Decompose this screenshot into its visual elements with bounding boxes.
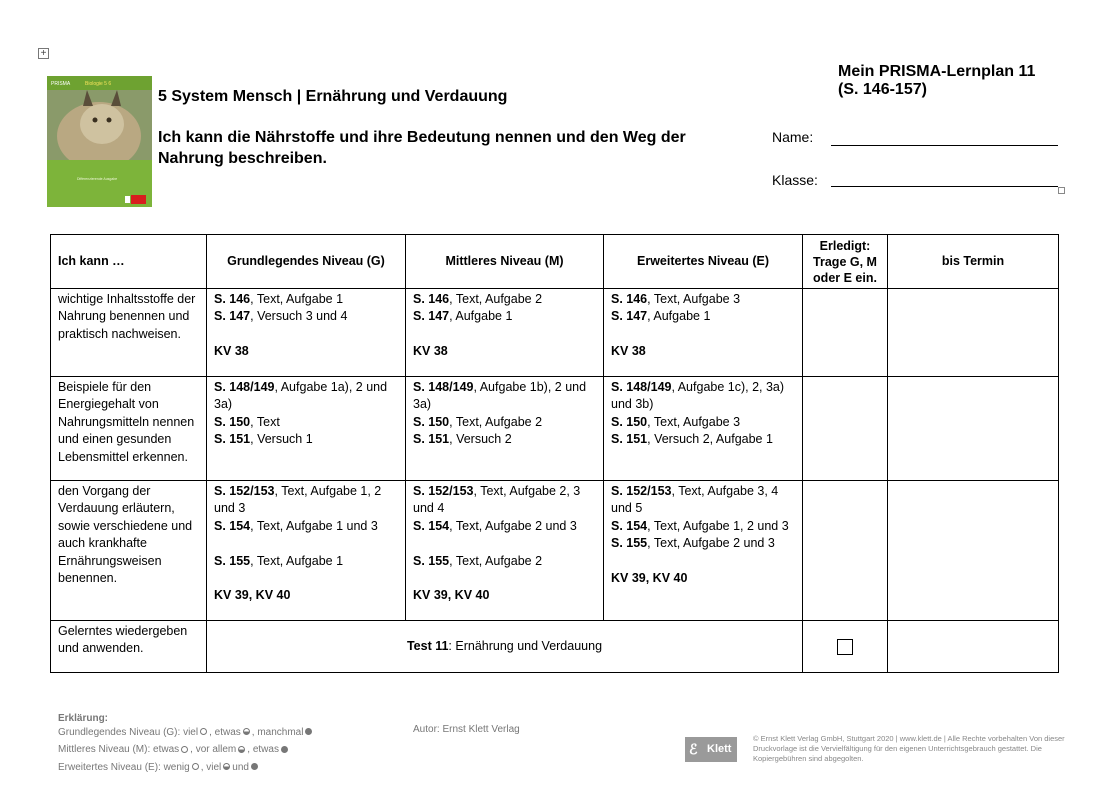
table-row xyxy=(51,377,1059,481)
task-line xyxy=(214,326,398,343)
name-field[interactable] xyxy=(831,145,1058,146)
task-line: S. 151, Versuch 1 xyxy=(214,432,313,447)
empty-circle-icon xyxy=(192,763,199,770)
legend xyxy=(58,710,314,776)
author-note: Autor: Ernst Klett Verlag xyxy=(413,724,520,735)
plan-pages: (S. 146-157) xyxy=(838,81,927,98)
erledigt-cell xyxy=(803,621,888,673)
mittel-cell xyxy=(406,481,604,621)
resize-handle-icon[interactable] xyxy=(1058,187,1065,194)
header-ich-kann: Ich kann … xyxy=(51,235,207,289)
task-line: S. 155, Text, Aufgabe 2 und 3 xyxy=(611,536,775,551)
header-grundlegend: Grundlegendes Niveau (G) xyxy=(207,235,406,289)
termin-cell[interactable] xyxy=(888,289,1059,377)
task-line: S. 148/149, Aufgabe 1a), 2 und 3a) xyxy=(214,380,388,412)
legend-line-e: Erweitertes Niveau (E): wenig , viel und xyxy=(58,759,314,777)
table-header-row xyxy=(51,235,1059,289)
task-line: S. 152/153, Text, Aufgabe 1, 2 und 3 xyxy=(214,484,382,516)
task-line: S. 154, Text, Aufgabe 1, 2 und 3 xyxy=(611,518,789,533)
logo-text: Klett xyxy=(707,743,732,755)
task-line: KV 39, KV 40 xyxy=(214,588,291,603)
legend-line-g: Grundlegendes Niveau (G): viel , etwas , manchmal xyxy=(58,724,314,742)
task-line: S. 154, Text, Aufgabe 1 und 3 xyxy=(214,518,378,533)
test-cell: Test 11: Ernährung und Verdauung xyxy=(207,621,803,673)
grund-cell xyxy=(207,377,406,481)
header-mittel: Mittleres Niveau (M) xyxy=(406,235,604,289)
task-line xyxy=(413,535,596,552)
skill-cell: Gelerntes wiedergeben und anwenden. xyxy=(51,621,207,673)
table-row xyxy=(51,481,1059,621)
mittel-cell xyxy=(406,289,604,377)
task-line: S. 155, Text, Aufgabe 1 xyxy=(214,553,344,568)
task-line: S. 146, Text, Aufgabe 3 xyxy=(611,292,741,306)
task-line: KV 38 xyxy=(611,344,646,359)
task-line: S. 150, Text, Aufgabe 3 xyxy=(611,414,741,429)
termin-cell[interactable] xyxy=(888,377,1059,481)
cover-subtitle: Biologie 5 6 xyxy=(85,81,112,87)
task-line: KV 38 xyxy=(413,344,448,359)
erledigt-cell[interactable] xyxy=(803,289,888,377)
header-erweitert: Erweitertes Niveau (E) xyxy=(604,235,803,289)
erweitert-cell xyxy=(604,289,803,377)
termin-cell[interactable] xyxy=(888,621,1059,673)
learning-plan-table xyxy=(50,234,1059,673)
task-line: S. 147, Aufgabe 1 xyxy=(413,309,513,324)
cover-edition: Differenzierende Ausgabe xyxy=(77,177,118,181)
table-row xyxy=(51,289,1059,377)
legend-title: Erklärung: xyxy=(58,713,109,724)
class-label: Klasse: xyxy=(772,172,818,188)
task-line: S. 150, Text xyxy=(214,414,280,429)
erledigt-cell[interactable] xyxy=(803,481,888,621)
task-line: S. 146, Text, Aufgabe 2 xyxy=(413,292,543,306)
name-label: Name: xyxy=(772,129,814,145)
task-line xyxy=(413,326,596,343)
half-circle-icon xyxy=(238,746,245,753)
header-erledigt: Erledigt: Trage G, M oder E ein. xyxy=(803,235,888,289)
task-line: S. 148/149, Aufgabe 1c), 2, 3a) und 3b) xyxy=(611,380,785,412)
plan-title: Mein PRISMA-Lernplan 11 xyxy=(838,63,1036,80)
task-line xyxy=(214,535,398,552)
full-circle-icon xyxy=(281,746,288,753)
klett-logo xyxy=(685,737,737,762)
copyright-notice: © Ernst Klett Verlag GmbH, Stuttgart 2020 | www.klett.de | Alle Rechte vorbehalten Von dieser Druckvorlage ist die Vervielfältigung für den eigenen Unterrichtsgebrauch gestattet. Die Kopiergebühren sind abgegolten. xyxy=(753,734,1065,763)
erweitert-cell xyxy=(604,377,803,481)
cover-brand: PRISMA xyxy=(51,81,71,87)
done-checkbox[interactable] xyxy=(837,639,853,655)
termin-cell[interactable] xyxy=(888,481,1059,621)
half-circle-icon xyxy=(223,763,230,770)
task-line: S. 152/153, Text, Aufgabe 3, 4 und 5 xyxy=(611,484,779,516)
task-line: S. 148/149, Aufgabe 1b), 2 und 3a) xyxy=(413,380,587,412)
empty-circle-icon xyxy=(200,728,207,735)
half-circle-icon xyxy=(243,728,250,735)
task-line: S. 147, Aufgabe 1 xyxy=(611,309,711,324)
task-line: S. 155, Text, Aufgabe 2 xyxy=(413,553,543,568)
task-line xyxy=(611,553,795,570)
klett-leaf-icon: ℰ xyxy=(689,741,698,757)
erweitert-cell xyxy=(604,481,803,621)
task-line: KV 39, KV 40 xyxy=(611,571,688,586)
task-line xyxy=(214,570,398,587)
grund-cell xyxy=(207,481,406,621)
empty-circle-icon xyxy=(181,746,188,753)
task-line: S. 151, Versuch 2, Aufgabe 1 xyxy=(611,432,773,447)
header-bis-termin: bis Termin xyxy=(888,235,1059,289)
task-line: S. 146, Text, Aufgabe 1 xyxy=(214,292,344,306)
task-line xyxy=(413,570,596,587)
erledigt-cell[interactable] xyxy=(803,377,888,481)
task-line: S. 147, Versuch 3 und 4 xyxy=(214,309,348,324)
legend-line-m: Mittleres Niveau (M): etwas , vor allem , etwas xyxy=(58,741,314,759)
class-field[interactable] xyxy=(831,186,1058,187)
book-cover-image xyxy=(47,76,152,207)
chapter-title: 5 System Mensch | Ernährung und Verdauung xyxy=(158,88,508,105)
mittel-cell xyxy=(406,377,604,481)
task-line: S. 150, Text, Aufgabe 2 xyxy=(413,414,543,429)
test-row xyxy=(51,621,1059,673)
skill-cell: den Vorgang der Verdauung erläutern, sowie verschiedene und auch krankhafte Ernährungsweisen benennen. xyxy=(51,481,207,621)
skill-cell: wichtige Inhaltsstoffe der Nahrung benennen und praktisch nachweisen. xyxy=(51,289,207,377)
learning-goal: Ich kann die Nährstoffe und ihre Bedeutung nennen und den Weg der Nahrung beschreiben. xyxy=(158,129,686,167)
grund-cell xyxy=(207,289,406,377)
task-line: S. 154, Text, Aufgabe 2 und 3 xyxy=(413,518,577,533)
task-line: KV 39, KV 40 xyxy=(413,588,490,603)
full-circle-icon xyxy=(251,763,258,770)
task-line: KV 38 xyxy=(214,344,249,359)
table-move-handle-icon[interactable]: + xyxy=(38,48,49,59)
task-line xyxy=(611,326,795,343)
full-circle-icon xyxy=(305,728,312,735)
task-line: S. 151, Versuch 2 xyxy=(413,432,512,447)
task-line: S. 152/153, Text, Aufgabe 2, 3 und 4 xyxy=(413,484,581,516)
skill-cell: Beispiele für den Energiegehalt von Nahrungsmitteln nennen und einen gesunden Lebensmittel erkennen. xyxy=(51,377,207,481)
